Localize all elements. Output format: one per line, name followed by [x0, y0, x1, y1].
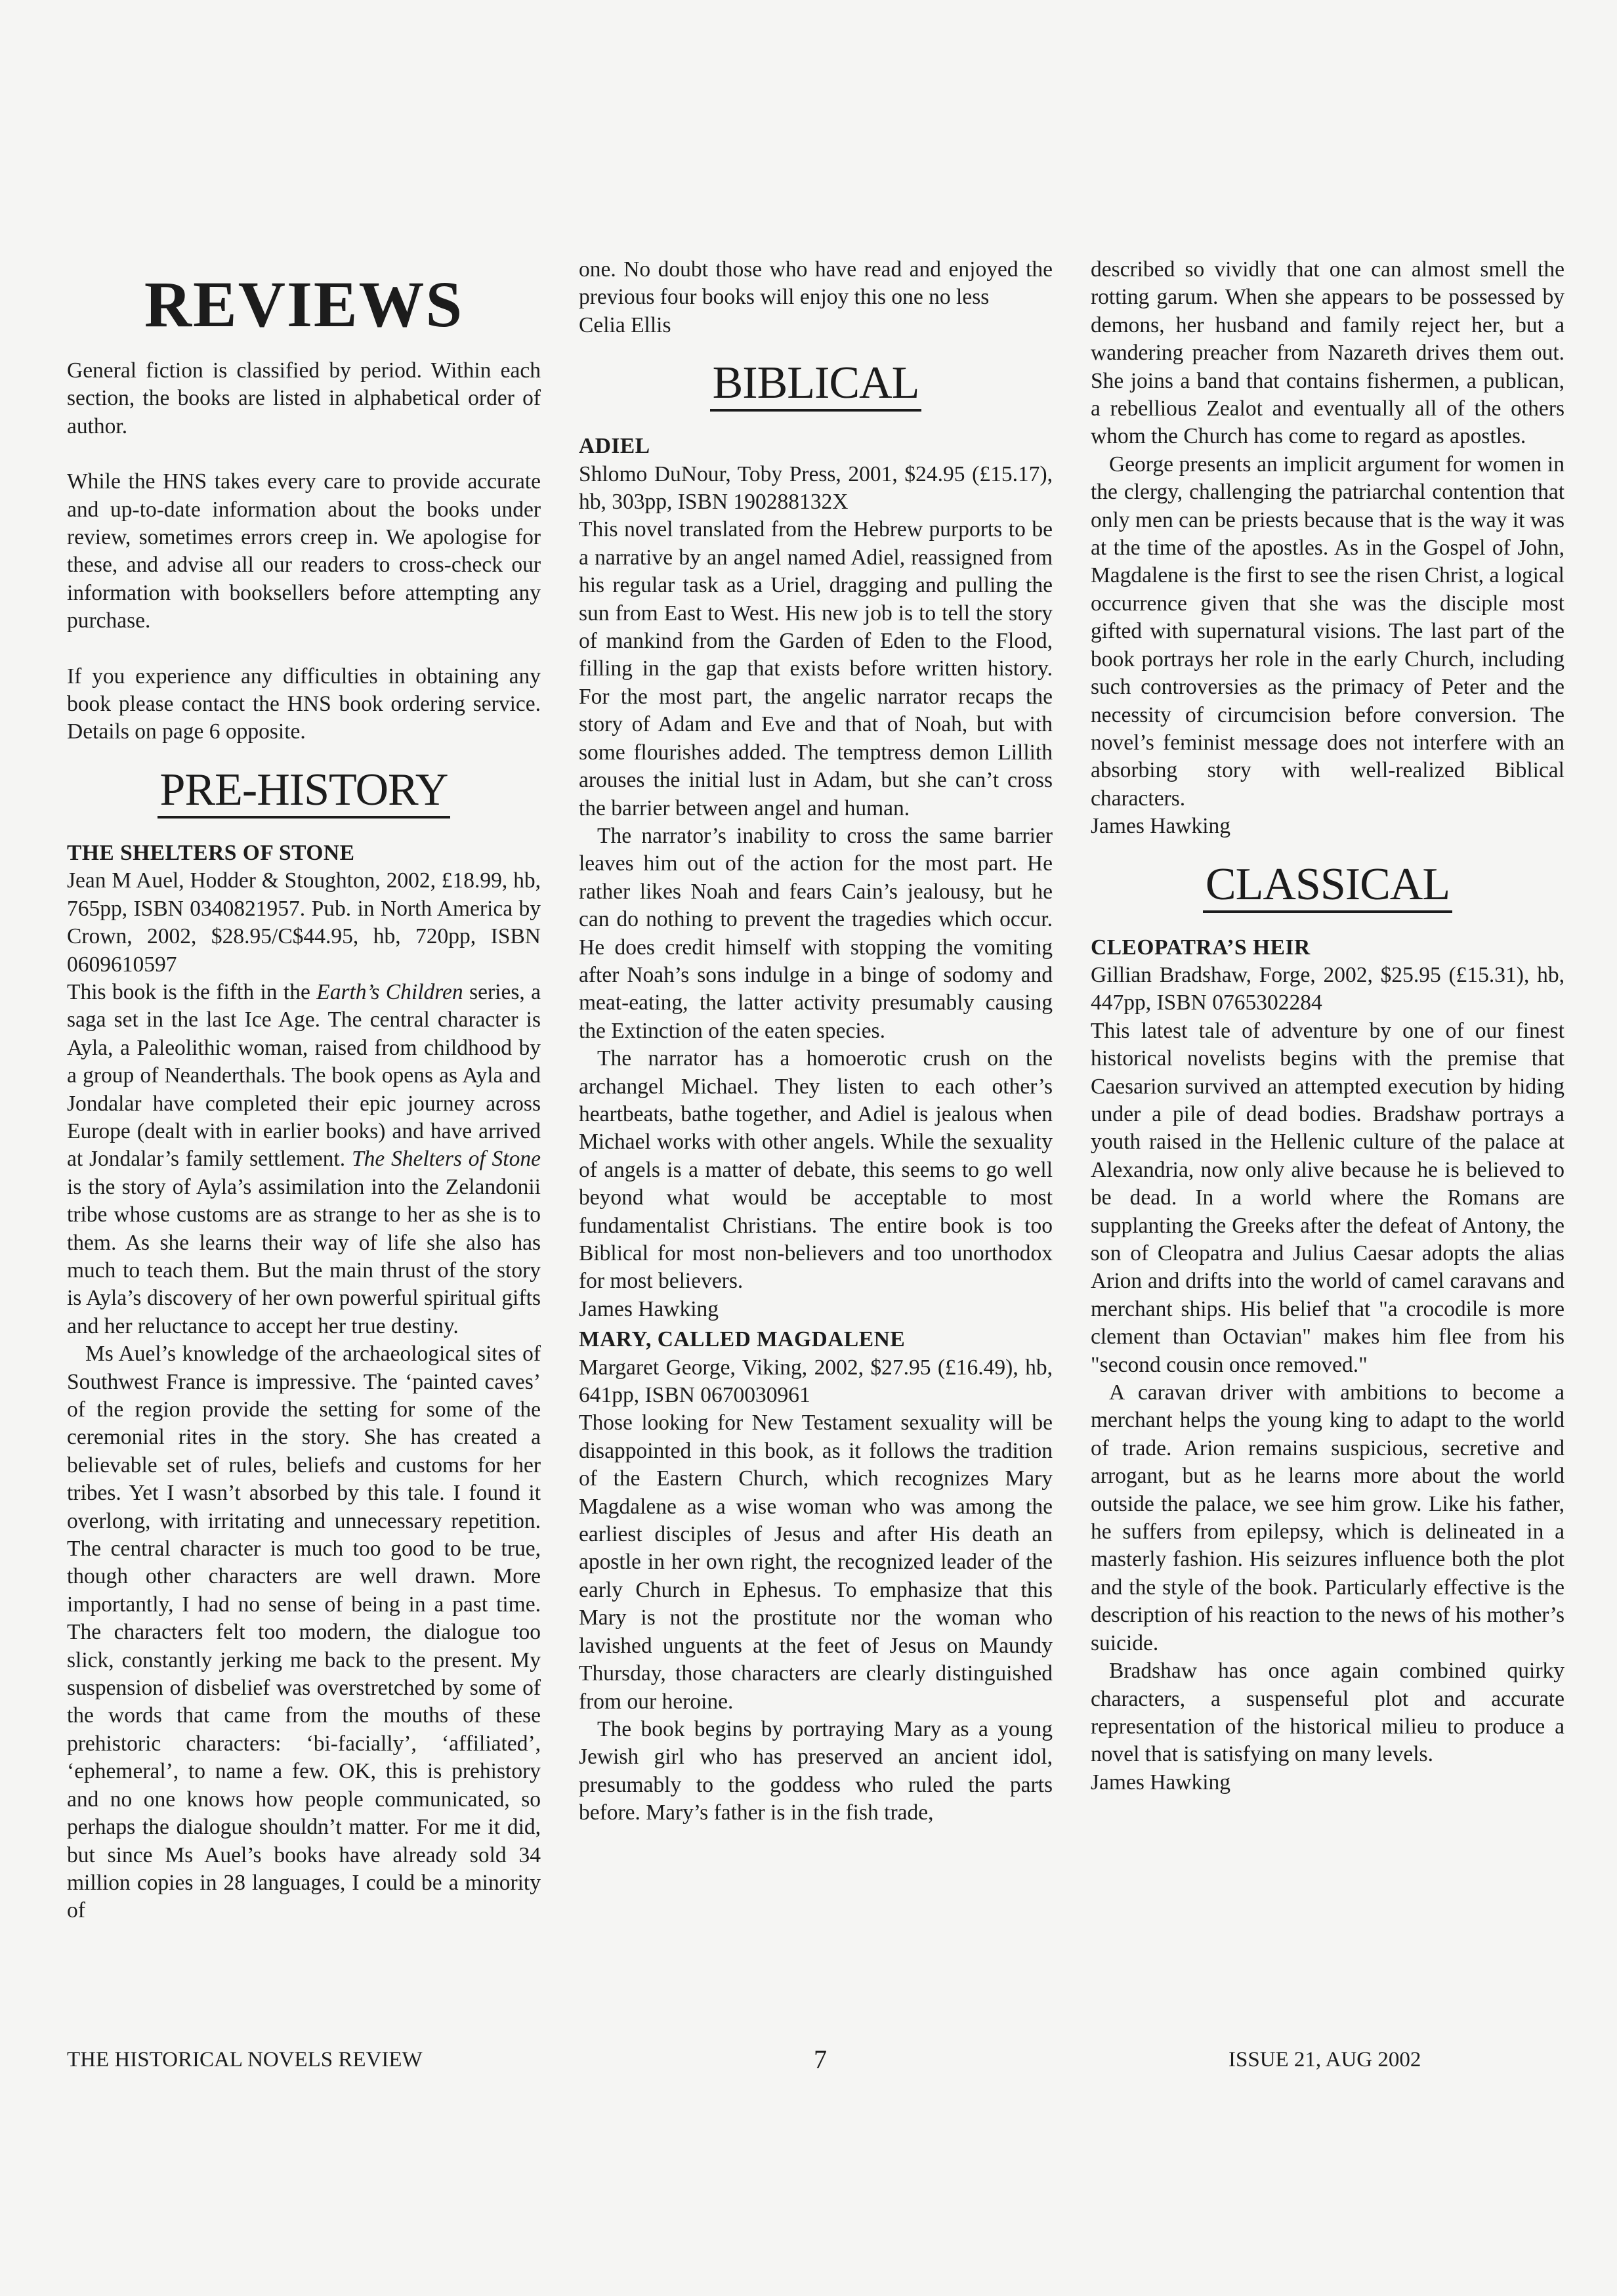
review-continuation: one. No doubt those who have read and enjoyed the previous four books will enjoy this one no less — [579, 257, 1053, 310]
book-details: Jean M Auel, Hodder & Stoughton, 2002, £18.99, hb, 765pp, ISBN 0340821957. Pub. in North America by Crown, 2002, $28.95/C$44.95, hb, 720pp, ISBN 0609610597 — [67, 868, 541, 977]
intro-paragraph: If you experience any difficulties in obtaining any book please contact the HNS book ordering service. Details on page 6 opposite. — [67, 664, 541, 744]
series-title: Earth’s Children — [316, 979, 463, 1004]
section-heading-text: CLASSICAL — [1203, 861, 1452, 913]
book-title: THE SHELTERS OF STONE — [67, 840, 355, 865]
review-paragraph: This book is the fifth in the Earth’s Children series, a saga set in the last Ice Age. The central character is Ayla, a Paleolithic woman, raised from childhood by a group of Neanderthals. The book opens as Ayla and Jondalar have completed their epic journey across Europe (dealt with in earlier books) and have arrived at Jondalar’s family settlement. The Shelters of Stone is the story of Ayla’s assimilation into the Zelandonii tribe whose customs are as strange to her as she is to them. As she learns their way of life she also has much to teach them. But the main thrust of the story is Ayla’s discovery of her own powerful spiritual gifts and her reluctance to accept her true destiny. — [67, 979, 541, 1338]
footer-journal-title: THE HISTORICAL NOVELS REVIEW — [67, 2048, 423, 2072]
review-paragraph: Bradshaw has once again combined quirky characters, a suspenseful plot and accurate representation of the historical milieu to produce a novel that is satisfying on many levels. — [1091, 1659, 1564, 1767]
column-1 — [67, 256, 541, 1925]
section-heading-prehistory — [67, 766, 541, 818]
review-paragraph: George presents an implicit argument for women in the clergy, challenging the patriarchal contention that only men can be priests because that is the way it was at the time of the apostles. As in the Gospel of John, Magdalene is the first to see the risen Christ, a logical occurrence given that she was the disciple most gifted with supernatural visions. The last part of the book portrays her role in the early Church, including such controversies as the primacy of Peter and the necessity of circumcision before conversion. The novel’s feminist message does not interfere with an absorbing story with well-realized Biblical characters. — [1091, 452, 1564, 811]
review-paragraph: The book begins by portraying Mary as a young Jewish girl who has preserved an ancient idol, presumably to the goddess who ruled the parts before. Mary’s father is in the fish trade, — [579, 1716, 1053, 1825]
reviews-heading: REVIEWS — [144, 268, 464, 341]
book-details: Shlomo DuNour, Toby Press, 2001, $24.95 (£15.17), hb, 303pp, ISBN 190288132X — [579, 461, 1053, 515]
section-heading-classical — [1091, 861, 1564, 913]
review-continuation: described so vividly that one can almost smell the rotting garum. When she appears to be possessed by demons, her husband and family reject her, but a wandering preacher from Nazareth drives them out. She joins a band that contains fishermen, a publican, a rebellious Zealot and eventually all of the others whom the Church has come to regard as apostles. — [1091, 257, 1564, 449]
intro-paragraph: General fiction is classified by period. Within each section, the books are listed in alphabetical order of author. — [67, 358, 541, 438]
review-paragraph: The narrator has a homoerotic crush on the archangel Michael. They listen to each other’s heartbeats, bathe together, and Adiel is jealous when Michael works with other angels. While the sexuality of angels is a matter of debate, this seems to go well beyond what would be acceptable to most fundamentalist Christians. The entire book is too Biblical for most non-believers and too unorthodox for most believers. — [579, 1046, 1053, 1294]
review-paragraph: Those looking for New Testament sexuality will be disappointed in this book, as it follows the tradition of the Eastern Church, which recognizes Mary Magdalene as a wise woman who was among the earliest disciples of Jesus and after His death an apostle in her own right, the recognized leader of the early Church in Ephesus. To emphasize that this Mary is not the prostitute nor the woman who lavished unguents at the feet of Jesus on Maundy Thursday, those characters are clearly distinguished from our heroine. — [579, 1411, 1053, 1714]
reviewer-name: James Hawking — [579, 1296, 719, 1321]
column-3 — [1091, 256, 1564, 1796]
section-heading-text: PRE-HISTORY — [158, 766, 451, 818]
reviewer-name: James Hawking — [1091, 1770, 1231, 1795]
review-paragraph: This latest tale of adventure by one of our finest historical novelists begins with the premise that Caesarion survived an attempted execution by hiding under a pile of dead bodies. Bradshaw portrays a youth raised in the Hellenic culture of the palace at Alexandria, now only alive because he is believed to be dead. In a world where the Romans are supplanting the Greeks after the defeat of Antony, the son of Cleopatra and Julius Caesar adopts the alias Arion and drifts into the world of camel caravans and merchant ships. His belief that "a crocodile is more clement than Octavian" makes him flee from his "second cousin once removed." — [1091, 1018, 1564, 1377]
section-heading-text: BIBLICAL — [710, 359, 922, 412]
review-paragraph: Ms Auel’s knowledge of the archaeological sites of Southwest France is impressive. The ‘painted caves’ of the region provide the setting for some of the ceremonial rites in the story. She has created a believable set of rules, beliefs and customs for her tribes. Yet I wasn’t absorbed by this tale. I found it overlong, with irritating and unnecessary repetition. The central character is much too good to be true, though other characters are well drawn. More importantly, I had no sense of being in a past time. The characters felt too modern, the dialogue too slick, constantly jerking me back to the present. My suspension of disbelief was overstretched by some of the words that came from the mouths of these prehistoric characters: ‘bi-facially’, ‘affiliated’, ‘ephemeral’, to name a few. OK, this is prehistory and no one knows how people communicated, so perhaps the dialogue shouldn’t matter. For me it did, but since Ms Auel’s books have already sold 34 million copies in 28 languages, I could be a minority of — [67, 1342, 541, 1923]
footer-page-number: 7 — [814, 2045, 827, 2074]
review-paragraph: A caravan driver with ambitions to become a merchant helps the young king to adapt to the world of trade. Arion remains suspicious, secretive and arrogant, but as he learns more about the world outside the palace, we see him grow. Like his father, he suffers from epilepsy, which is delineated in a masterly fashion. His seizures influence both the plot and the style of the book. Particularly effective is the description of his reaction to the news of his mother’s suicide. — [1091, 1380, 1564, 1655]
review-paragraph: The narrator’s inability to cross the same barrier leaves him out of the action for the most part. He rather likes Noah and fears Cain’s jealousy, but he can do nothing to prevent the tragedies which occur. He does credit himself with stopping the vomiting after Noah’s sons indulge in a binge of sodomy and meat-eating, the latter activity presumably causing the Extinction of the eaten species. — [579, 823, 1053, 1043]
book-title: MARY, CALLED MAGDALENE — [579, 1327, 906, 1352]
book-title: CLEOPATRA’S HEIR — [1091, 935, 1311, 960]
book-details: Margaret George, Viking, 2002, $27.95 (£16.49), hb, 641pp, ISBN 0670030961 — [579, 1355, 1053, 1408]
review-paragraph: This novel translated from the Hebrew purports to be a narrative by an angel named Adiel, reassigned from his regular task as a Uriel, dragging and pulling the sun from East to West. His new job is to tell the story of mankind from the Garden of Eden to the Flood, filling in the gap that exists before written history. For the most part, the angelic narrator recaps the story of Adam and Eve and that of Noah, but with some flourishes added. The temptress demon Lillith arouses the initial lust in Adam, but she can’t cross the barrier between angel and human. — [579, 517, 1053, 820]
book-details: Gillian Bradshaw, Forge, 2002, $25.95 (£15.31), hb, 447pp, ISBN 0765302284 — [1091, 962, 1564, 1015]
reviewer-name: James Hawking — [1091, 814, 1231, 839]
book-title: ADIEL — [579, 434, 650, 459]
column-2 — [579, 256, 1053, 1827]
intro-paragraph: While the HNS takes every care to provide accurate and up-to-date information about the books under review, sometimes errors creep in. We apologise for these, and advise all our readers to cross-check our information with booksellers before attempting any purchase. — [67, 469, 541, 633]
footer-issue: ISSUE 21, AUG 2002 — [1228, 2048, 1421, 2072]
reviewer-name: Celia Ellis — [579, 312, 671, 337]
section-heading-biblical — [579, 359, 1053, 412]
book-title-inline: The Shelters of Stone — [351, 1147, 541, 1172]
